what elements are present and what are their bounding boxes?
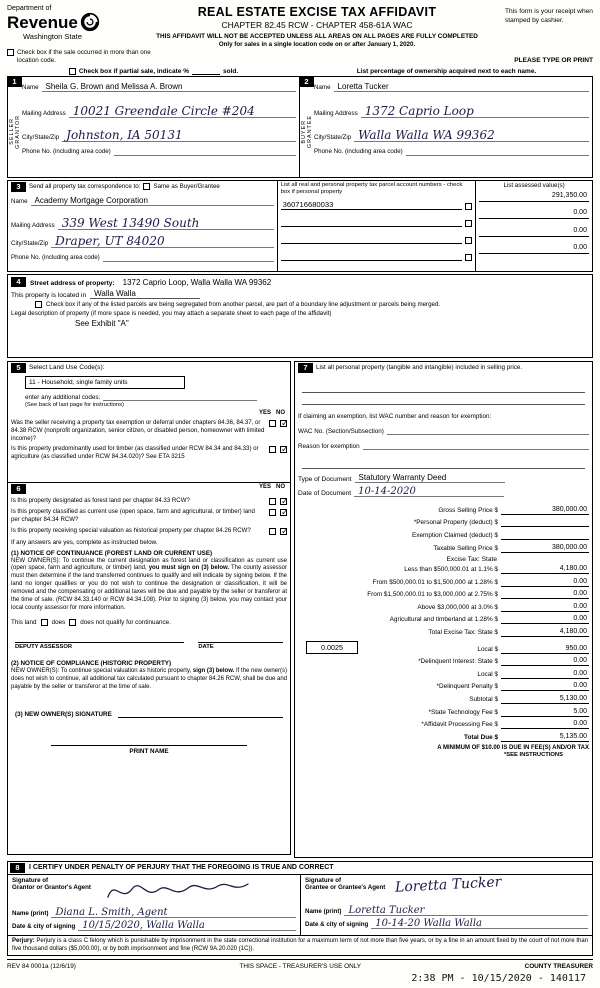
grantee-signature-value[interactable]: Loretta Tucker [394,873,502,896]
corr-mailing-value: 339 West 13490 South [61,215,200,230]
subtotal-label: Subtotal $ [469,696,498,704]
grantor-vertical-label: GRANTOR [14,114,21,149]
same-as-buyer-checkbox[interactable] [143,183,150,190]
assessed-value-column [475,181,592,271]
question-current-use-text: Is this property classified as current use (open space, farm and agricultural, or timber) land per chapter 84.34 RCW? [11,507,255,523]
agricultural-label: Agricultural and timberland at 1.28% $ [389,616,498,624]
notice-compliance-text [11,668,287,692]
personal-deduct-label: *Personal Property (deduct) $ [413,519,498,527]
agency-logo-block [7,5,129,41]
section-4-badge: 4 [11,277,26,287]
seller-name-value: Sheila G. Brown and Melissa A. Brown [45,81,183,91]
affidavit-fee-value[interactable]: 0.00 [501,720,589,729]
forest-yes-checkbox[interactable] [269,498,276,505]
grantee-date-city-value: 10-14-20 Walla Walla [375,917,483,929]
parcel-personal-checkbox-2[interactable] [465,220,472,227]
section-6-badge: 6 [11,484,26,494]
treasurer-space-label: THIS SPACE - TREASURER'S USE ONLY [239,963,362,971]
seller-mailing-label: Mailing Address [22,109,66,117]
parcel-number-line-1[interactable] [281,200,463,210]
grantee-name-print-label: Name (print) [305,907,342,915]
grantee-date-city-label: Date & city of signing [305,920,369,928]
local-rate-box[interactable]: 0.0025 [306,641,358,654]
partial-sale-checkbox[interactable] [69,68,76,75]
perjury-label: Perjury: [12,937,35,944]
does-not-label: does not qualify for continuance. [80,618,171,626]
tax-row-agricultural [298,615,589,624]
grantor-signature-label [12,877,98,893]
tax-row-tier4 [298,603,589,612]
timber-yes-checkbox[interactable] [269,446,276,453]
section-5-badge: 5 [11,363,26,373]
partial-sale-sold-label: sold. [223,67,239,75]
revenue-text: Revenue [7,12,78,32]
notice-continuance-text [11,558,287,613]
land-does-not-checkbox[interactable] [69,619,76,626]
parcel-row-3 [281,234,473,244]
form-chapter: CHAPTER 82.45 RCW - CHAPTER 458-61A WAC [221,20,413,30]
notice-compliance-title: (2) NOTICE OF COMPLIANCE (HISTORIC PROPERTY) [11,659,172,667]
grantor-name-print-line[interactable] [51,908,296,918]
buyer-name-label: Name [314,83,331,91]
buyer-phone-line[interactable] [406,146,589,156]
personal-property-line-2[interactable] [302,393,585,405]
multi-location-row [7,49,157,65]
grantee-vertical-label: GRANTEE [306,115,313,149]
land-use-code-value: 11 - Household, single family units [29,378,128,386]
grantor-name-print-label: Name (print) [12,909,49,917]
buyer-csz-label: City/State/Zip [314,133,352,141]
grantee-name-print-line[interactable] [344,906,588,916]
ownership-note: List percentage of ownership acquired next to each name. [356,67,537,75]
street-address-label: Street address of property: [30,279,115,287]
wac-line[interactable] [387,425,589,435]
assessed-value-1[interactable]: 291,350.00 [479,192,589,202]
middle-columns [7,361,593,858]
perjury-text: Perjury is a class C felony which is punishable by imprisonment in the state correctional institution for a maximum term of not more than five years, or by a fine in an amount fixed by the court of not more than five thousand dollars ($5,000.00), or by both imprisonment and fine (RCW 9A.20.020 (1C)). [12,937,588,952]
revenue-swirl-logo-icon [80,12,100,32]
buyer-csz-value: Walla Walla WA 99362 [358,127,495,142]
technology-fee-value[interactable]: 5.00 [501,708,589,717]
located-in-line[interactable] [90,289,200,299]
assessed-value-2[interactable]: 0.00 [479,209,589,219]
seller-csz-label: City/State/Zip [22,133,60,141]
partial-sale-label: Check box if partial sale, indicate % [78,67,189,75]
send-correspondence-label: Send all property tax correspondence to: [29,182,141,190]
single-location-note: Only for sales in a single location code on or after January 1, 2020. [218,41,416,48]
buyer-side-column [300,77,313,177]
continuance-text-pre: NEW OWNER(S): To continue the current designation as forest land or classification as current use (open space, farm and agriculture, or timber) land, [11,557,287,572]
tax-row-subtotal [298,695,589,704]
tax-row-delinquent-local [298,670,589,679]
tier4-value[interactable]: 0.00 [501,603,589,612]
continuance-text-bold: you must sign on (3) below. [148,565,230,572]
s6-no-label: NO [276,483,285,490]
section-4-property [7,274,593,358]
exemption-intro: If claiming an exemption, list WAC number and reason for exemption: [298,412,492,420]
question-historic [11,527,287,535]
seller-mailing-line[interactable] [69,103,296,118]
washington-state-label: Washington State [23,32,82,41]
partial-sale-left [7,68,300,75]
does-label: does [51,618,66,626]
corr-csz-line[interactable] [51,233,273,248]
seller-side-column [8,77,21,177]
seller-phone-label: Phone No. (including area code) [22,147,111,155]
tax-row-total-state [298,628,589,637]
county-treasurer-label: COUNTY TREASURER [524,963,593,971]
question-timber-use [11,445,287,461]
timber-no-checkbox[interactable] [280,446,287,453]
section-3-correspondence [7,180,593,272]
new-owners-signature-row [11,710,287,718]
corr-csz-label: City/State/Zip [11,239,49,247]
perjury-statement [7,936,593,957]
local-label: Local $ [477,645,498,653]
seller-phone-line[interactable] [114,146,296,156]
doc-date-line[interactable] [354,487,504,497]
reason-line-1[interactable] [363,440,589,450]
delinquent-penalty-label: *Delinquent Penalty $ [436,683,498,691]
parties-section [7,76,593,178]
form-title: REAL ESTATE EXCISE TAX AFFIDAVIT [197,5,437,19]
tier1-label: Less than $500,000.01 at 1.1% $ [404,566,498,574]
additional-codes-line[interactable] [103,391,257,401]
deputy-date-line[interactable]: DATE [198,642,283,650]
personal-deduct-value[interactable] [501,518,589,527]
total-state-value[interactable]: 4,180.00 [501,628,589,637]
grantor-name-print-value: Diana L. Smith, Agent [55,906,168,918]
personal-property-line-1[interactable] [302,381,585,393]
taxable-value[interactable]: 380,000.00 [501,544,589,553]
section-6-designation [7,483,291,855]
buyer-name-value: Loretta Tucker [337,81,389,91]
please-type-label: PLEASE TYPE OR PRINT [514,57,593,64]
technology-fee-label: *State Technology Fee $ [428,708,498,716]
notice-continuance-title: (1) NOTICE OF CONTINUANCE (FOREST LAND OR CURRENT USE) [11,549,213,557]
see-back-note: (See back of last page for instructions) [25,401,124,408]
delinquent-local-value[interactable]: 0.00 [501,670,589,679]
right-column [294,361,593,858]
print-name-label: PRINT NAME [129,747,169,755]
assessed-value-4[interactable]: 0.00 [479,244,589,254]
compliance-text-post: If the new owner(s) does not wish to continue, all additional tax calculated pursuant to chapter 84.26 RCW, shall be due and payable by the seller or transferor at the time of sale. [11,667,287,690]
question-tax-exemption [11,419,287,443]
grantee-name-print-value: Loretta Tucker [348,904,425,916]
partial-sale-percent-line[interactable] [192,68,220,75]
tax-row-tier3 [298,590,589,599]
section-2-badge: 2 [299,77,314,87]
parcel-personal-checkbox-3[interactable] [465,237,472,244]
tax-row-local [298,641,589,654]
new-owners-signature-line-1[interactable] [118,710,283,718]
exemption-deduct-value[interactable] [501,531,589,540]
tier3-value[interactable]: 0.00 [501,590,589,599]
reason-label: Reason for exemption [298,442,360,450]
continuance-text-post: The county assessor must then determine if the land transferred continues to qualify and will indicate by signing below. If the land no longer qualifies or you do not wish to continue the designation or classification, it will be removed and the compensating or additional taxes will be due and payable by the seller or transferor at the time of sale. (RCW 84.33.140 or RCW 84.34.108). Prior to signing (3) below, you may contact your local county assessor for more information. [11,565,288,611]
historic-no-checkbox[interactable] [280,528,287,535]
section-5-land-use [7,361,291,483]
land-qualify-row [11,619,287,626]
corr-phone-label: Phone No. (including area code) [11,253,100,261]
s6-yes-label: YES [258,483,271,490]
s6-yes-no-header [259,484,287,490]
section-8-badge: 8 [10,863,25,873]
tier2-value[interactable]: 0.00 [501,578,589,587]
buyer-vertical-label: BUYER [300,119,307,144]
grantor-sig-label-line2: Grantor or Grantor's Agent [12,884,91,892]
tax-row-tier1 [298,565,589,574]
wac-label: WAC No. (Section/Subsection) [298,427,384,435]
current-use-no-checkbox[interactable] [280,509,287,516]
seller-vertical-label: SELLER [8,118,15,146]
exemption-no-checkbox[interactable] [280,420,287,427]
corr-name-value: Academy Mortgage Corporation [34,195,148,205]
assessed-header: List assessed value(s) [503,181,565,189]
this-land-label: This land [11,618,37,626]
doc-type-label: Type of Document [298,475,352,483]
parcel-number-line-3[interactable] [281,234,463,244]
local-value[interactable]: 950.00 [501,645,589,654]
compliance-text-bold: sign (3) below. [192,667,235,674]
delinquent-interest-value[interactable]: 0.00 [501,657,589,666]
grantee-signature-block [300,875,592,935]
section-7-badge: 7 [298,363,313,373]
doc-date-label: Date of Document [298,489,352,497]
dept-of-label: Department of [7,5,52,12]
form-number: REV 84 0001a (12/6/19) [7,963,76,971]
tax-row-personal [298,518,589,527]
reason-line-2[interactable] [302,457,585,469]
tax-row-technology-fee [298,708,589,717]
partial-sale-row [7,68,593,75]
tax-row-affidavit-fee [298,720,589,729]
corr-name-line[interactable] [31,196,274,206]
tax-row-delinquent-interest [298,657,589,666]
current-use-yes-checkbox[interactable] [269,509,276,516]
corr-phone-line[interactable] [103,252,274,262]
tax-row-gross [298,506,589,515]
form-header [7,5,593,48]
located-in-value: Walla Walla [94,288,136,298]
correspondence-fields [8,181,277,271]
cashier-timestamp: 2:38 PM - 10/15/2020 - 140117 [411,973,586,984]
section-1-badge: 1 [7,77,22,87]
if-yes-note: If any answers are yes, complete as instructed below. [11,538,158,546]
deputy-assessor-line[interactable]: DEPUTY ASSESSOR [15,642,184,650]
land-use-code-box[interactable] [25,376,185,389]
question-tax-exemption-text: Was the seller receiving a property tax exemption or deferral under chapters 84.36, 84.37, or 84.38 RCW (nonprofit organization, senior citizen, or disabled person, homeowner with limited income)? [11,418,265,442]
grantor-date-city-label: Date & city of signing [12,922,76,930]
total-due-value[interactable]: 5,135.00 [501,733,589,742]
new-owners-signature-line-2[interactable] [51,738,247,746]
compliance-text-pre: NEW OWNER(S): To continue special valuation as historic property, [11,667,193,674]
tier3-label: From $1,500,000.01 to $3,000,000 at 2.75% $ [367,591,498,599]
corr-mailing-label: Mailing Address [11,221,55,229]
legal-description-label: Legal description of property (if more space is needed, you may attach a separate sheet to each page of the affidavit) [11,309,332,317]
parcel-row-1 [281,200,473,210]
exemption-yes-checkbox[interactable] [269,420,276,427]
multi-location-checkbox[interactable] [7,49,14,56]
parcel-number-line-4[interactable] [281,251,463,261]
delinquent-interest-label: *Delinquent Interest: State $ [418,658,498,666]
total-state-label: Total Excise Tax: State $ [428,629,498,637]
segregated-label: Check box if any of the listed parcels are being segregated from another parcel, are part of a boundary line adjustment or parcels being merged. [46,300,441,308]
gross-label: Gross Selling Price $ [438,506,498,514]
form-warning: THIS AFFIDAVIT WILL NOT BE ACCEPTED UNLESS ALL AREAS ON ALL PAGES ARE FULLY COMPLETED [156,33,478,40]
grantor-date-city-value: 10/15/2020, Walla Walla [82,919,205,931]
land-does-checkbox[interactable] [41,619,48,626]
section-2-buyer [300,76,593,178]
grantee-sig-label-line1: Signature of [305,876,342,884]
grantee-date-city-line[interactable] [371,919,588,929]
grantee-sig-label-line2: Grantee or Grantee's Agent [305,884,386,892]
parcel-number-column [277,181,476,271]
affidavit-fee-label: *Affidavit Processing Fee $ [421,721,498,729]
parcel-personal-checkbox-4[interactable] [465,254,472,261]
section-1-seller [7,76,300,178]
additional-codes-label: enter any additional codes: [25,393,101,401]
s5-yes-no-header [11,410,287,416]
historic-yes-checkbox[interactable] [269,528,276,535]
tax-row-penalty [298,682,589,691]
grantor-date-city-line[interactable] [78,921,296,931]
buyer-phone-label: Phone No. (including area code) [314,147,403,155]
grantee-signature-label [305,877,391,893]
doc-type-line[interactable] [355,473,505,483]
corr-mailing-line[interactable] [58,215,274,230]
parcel-header: List all real and personal property tax parcel account numbers - check box if personal property [280,181,463,196]
tax-row-total-due [298,733,589,742]
see-instructions-note: *SEE INSTRUCTIONS [504,752,563,759]
delinquent-local-label: Local $ [477,670,498,678]
same-as-buyer-label: Same as Buyer/Grantee [153,182,220,190]
s5-no-label: NO [276,409,285,416]
buyer-mailing-line[interactable] [361,103,589,118]
grantor-sig-label-line1: Signature of [12,876,49,884]
buyer-name-line[interactable] [334,82,589,92]
personal-property-title: List all personal property (tangible and intangible) included in selling price. [316,363,523,371]
exhibit-value: See Exhibit "A" [75,318,129,328]
question-forest-land [11,497,287,505]
parcel-personal-checkbox-1[interactable] [465,203,472,210]
parcel-row-2 [281,217,473,227]
title-block [129,5,505,48]
located-in-label: This property is located in [11,291,87,299]
segregated-checkbox[interactable] [35,301,42,308]
seller-name-line[interactable] [42,82,296,92]
corr-name-label: Name [11,197,28,205]
header-subrow [7,49,593,65]
section-7-personal-property [294,361,593,858]
parcel-number-1: 360716680033 [282,200,334,210]
taxable-label: Taxable Selling Price $ [433,544,498,552]
agricultural-value[interactable]: 0.00 [501,615,589,624]
certify-statement: I CERTIFY UNDER PENALTY OF PERJURY THAT THE FOREGOING IS TRUE AND CORRECT [29,864,334,872]
section-3-badge: 3 [11,182,26,192]
question-historic-text: Is this property receiving special valuation as historical property per chapter 84.26 RCW? [11,526,251,534]
gross-value[interactable]: 380,000.00 [501,506,589,515]
corr-csz-value: Draper, UT 84020 [55,233,165,248]
question-timber-use-text: Is this property predominantly used for timber (as classified under RCW 84.34 and 84.33) or agriculture (as classified under RCW 84.34.020)? See ETA 3215 [11,445,259,461]
form-footer [7,959,593,970]
doc-date-value: 10-14-2020 [358,485,416,497]
street-address-value: 1372 Caprio Loop, Walla Walla WA 99362 [122,277,272,287]
grantor-signature-block [8,875,300,935]
total-due-label: Total Due $ [464,733,498,741]
forest-no-checkbox[interactable] [280,498,287,505]
question-current-use [11,508,287,524]
receipt-note: This form is your receipt when stamped by cashier. [505,8,593,24]
s5-yes-label: YES [258,409,271,416]
minimum-due-note: A MINIMUM OF $10.00 IS DUE IN FEE(S) AND/OR TAX [437,745,589,752]
section-8-certification [7,861,593,936]
delinquent-penalty-value[interactable]: 0.00 [501,682,589,691]
revenue-wordmark [7,12,129,32]
excise-tax-state-header: Excise Tax: State [446,556,497,564]
doc-type-value: Statutory Warranty Deed [358,472,447,482]
multi-location-label: Check box if the sale occurred in more than one location code. [17,49,151,64]
assessed-value-3[interactable]: 0.00 [479,227,589,237]
seller-mailing-value: 10021 Greendale Circle #204 [72,103,255,118]
question-forest-land-text: Is this property designated as forest land per chapter 84.33 RCW? [11,496,190,504]
exemption-deduct-label: Exemption Claimed (deduct) $ [412,531,498,539]
seller-csz-value: Johnston, IA 50131 [66,127,183,142]
tier4-label: Above $3,000,000 at 3.0% $ [417,603,498,611]
grantor-signature-scribble[interactable] [102,877,252,903]
tax-row-tier2 [298,578,589,587]
seller-csz-line[interactable] [62,127,296,142]
tax-row-exemption [298,531,589,540]
seller-name-label: Name [22,83,39,91]
buyer-mailing-label: Mailing Address [314,109,358,117]
land-use-label: Select Land Use Code(s): [29,363,105,371]
subtotal-value[interactable]: 5,130.00 [501,695,589,704]
new-owners-signature-label: (3) NEW OWNER(S) SIGNATURE [15,710,112,718]
left-column [7,361,291,858]
buyer-csz-line[interactable] [354,127,589,142]
deputy-assessor-row [15,642,283,650]
parcel-row-4 [281,251,473,261]
buyer-mailing-value: 1372 Caprio Loop [364,103,474,118]
parcel-number-line-2[interactable] [281,217,463,227]
tax-row-taxable [298,544,589,553]
tier2-label: From $500,000.01 to $1,500,000 at 1.28% $ [372,578,498,586]
tier1-value[interactable]: 4,180.00 [501,565,589,574]
